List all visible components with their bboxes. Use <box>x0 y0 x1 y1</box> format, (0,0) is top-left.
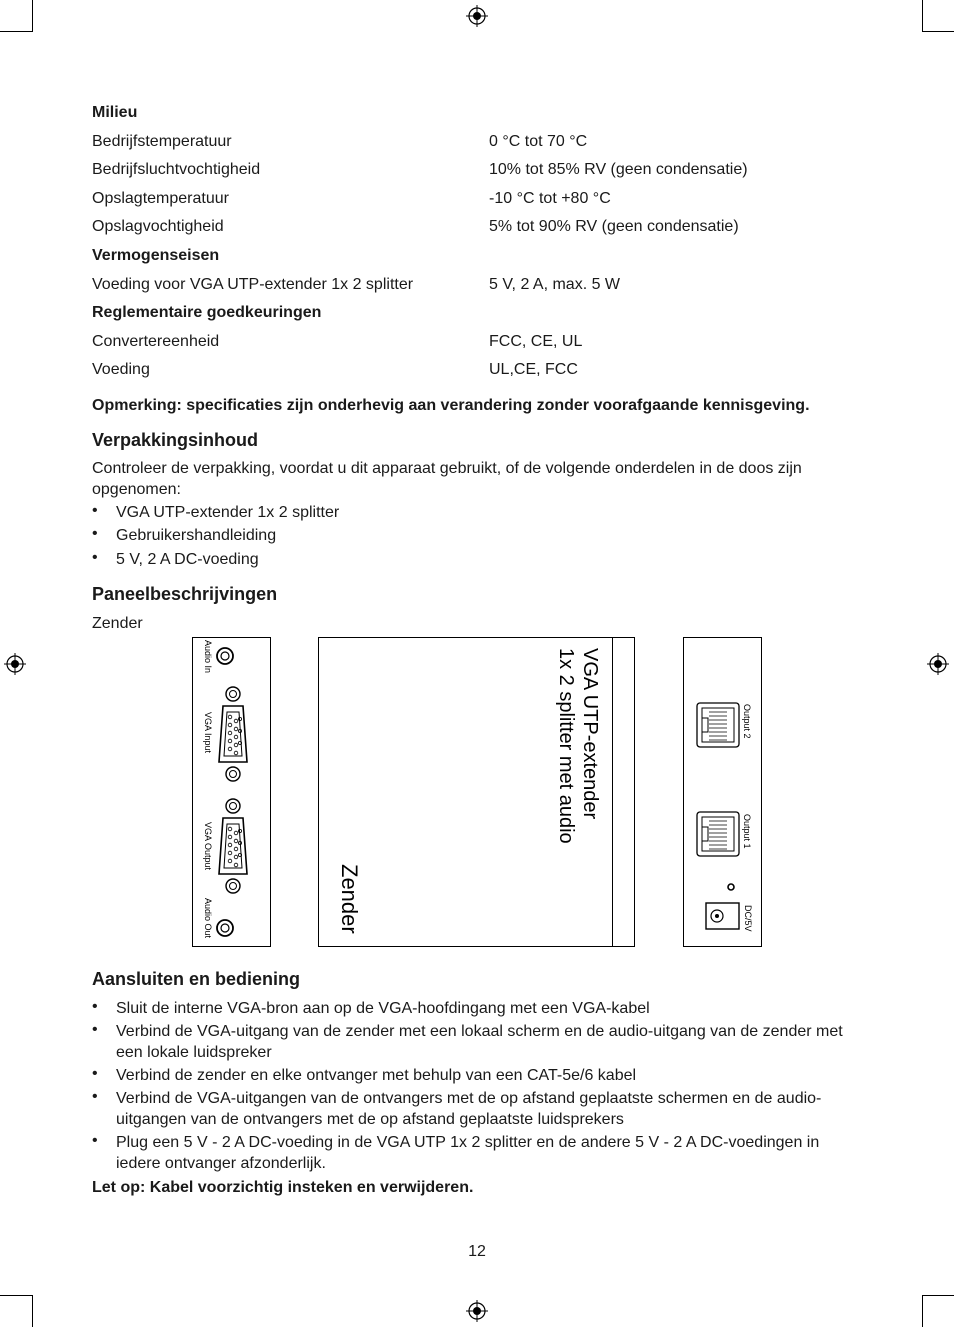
list-item: • Verbind de VGA-uitgangen van de ontvangers met de op afstand geplaatste schermen en de audio-uitgangen van de ontvangers met de op afstand geplaatste luidsprekers <box>92 1088 822 1128</box>
milieu-heading: Milieu <box>92 104 138 121</box>
vga-output-port-icon <box>219 799 247 893</box>
spec-label: Bedrijfstemperatuur <box>92 133 232 150</box>
page-number: 12 <box>468 1243 486 1260</box>
output-1-label: Output 1 <box>742 814 752 849</box>
output-2-port-icon <box>697 703 739 747</box>
audio-in-jack-icon <box>217 648 233 664</box>
package-intro: Controleer de verpakking, voordat u dit apparaat gebruikt, of de volgende onderdelen in de doos zijn opgenomen: <box>92 460 802 498</box>
panels-subheading: Zender <box>92 615 143 632</box>
device-name: Zender <box>337 864 362 934</box>
list-item: • 5 V, 2 A DC-voeding <box>92 549 259 568</box>
spec-value: 10% tot 85% RV (geen condensatie) <box>489 161 748 178</box>
panels-heading: Paneelbeschrijvingen <box>92 584 278 604</box>
vga-input-port-icon <box>219 687 247 781</box>
spec-label: Voeding <box>92 361 150 378</box>
list-item: • Gebruikershandleiding <box>92 525 277 544</box>
vga-output-label: VGA Output <box>203 822 213 871</box>
spec-label: Voeding voor VGA UTP-extender 1x 2 splitter <box>92 276 414 293</box>
spec-value: 0 °C tot 70 °C <box>489 133 588 150</box>
spec-label: Convertereenheid <box>92 333 220 350</box>
spec-value: 5% tot 90% RV (geen condensatie) <box>489 218 739 235</box>
list-item: • VGA UTP-extender 1x 2 splitter <box>92 502 340 521</box>
device-title-line1: VGA UTP-extender <box>579 648 601 820</box>
spec-value: 5 V, 2 A, max. 5 W <box>489 276 621 293</box>
spec-value: UL,CE, FCC <box>489 361 578 378</box>
spec-label: Opslagvochtigheid <box>92 218 224 235</box>
warning-text: Let op: Kabel voorzichtig insteken en verwijderen. <box>92 1179 474 1196</box>
output-2-label: Output 2 <box>742 704 752 739</box>
spec-value: -10 °C tot +80 °C <box>489 190 611 207</box>
device-title-line2: 1x 2 splitter met audio <box>555 648 577 844</box>
list-item: • Verbind de VGA-uitgang van de zender met een lokaal scherm en de audio-uitgang van de zender met een lokale luidspreker <box>92 1021 843 1061</box>
list-item: • Verbind de zender en elke ontvanger met behulp van een CAT-5e/6 kabel <box>92 1065 637 1084</box>
output-1-port-icon <box>697 812 739 856</box>
dc-label: DC/5V <box>743 905 753 932</box>
spec-label: Opslagtemperatuur <box>92 190 229 207</box>
approvals-heading: Reglementaire goedkeuringen <box>92 304 322 321</box>
spec-note: Opmerking: specificaties zijn onderhevig aan verandering zonder voorafgaande kennisgeving. <box>92 397 810 414</box>
led-indicator-icon <box>728 884 734 890</box>
list-item: • Sluit de interne VGA-bron aan op de VGA-hoofdingang met een VGA-kabel <box>92 998 650 1017</box>
audio-out-label: Audio Out <box>203 898 213 939</box>
audio-out-jack-icon <box>217 920 233 936</box>
operation-heading: Aansluiten en bediening <box>92 969 301 989</box>
list-item: • Plug een 5 V - 2 A DC-voeding in de VGA UTP 1x 2 splitter en de andere 5 V - 2 A DC-voedingen in iedere ontvanger afzonderlijk. <box>92 1132 820 1172</box>
power-heading: Vermogenseisen <box>92 247 220 264</box>
audio-in-label: Audio In <box>203 640 213 674</box>
package-heading: Verpakkingsinhoud <box>92 430 259 450</box>
spec-value: FCC, CE, UL <box>489 333 583 350</box>
spec-label: Bedrijfsluchtvochtigheid <box>92 161 261 178</box>
vga-input-label: VGA Input <box>203 712 213 754</box>
rear-panel-right <box>684 638 762 947</box>
dc-power-jack-icon <box>706 903 739 929</box>
